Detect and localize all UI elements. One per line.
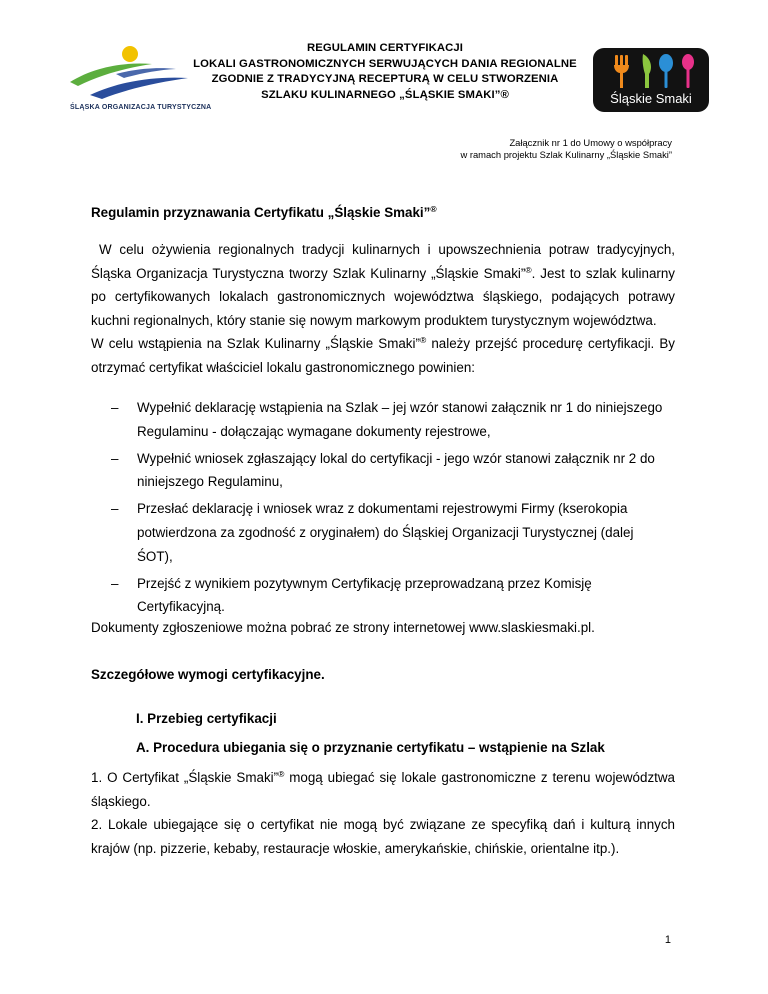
slaskie-smaki-brand-text: Śląskie Smaki — [610, 91, 692, 106]
registered-mark: ® — [525, 264, 532, 275]
knife-icon — [643, 54, 651, 88]
sot-logo-text: ŚLĄSKA ORGANIZACJA TURYSTYCZNA — [70, 104, 212, 111]
point-1 — [91, 766, 675, 813]
intro-p1-text-a: W celu ożywienia regionalnych tradycji kulinarnych i upowszechnienia potraw tradycyjnych, Śląska Organizacja Turystyczna tworzy Szlak Kulinarny „Śląskie Smaki” — [91, 242, 675, 281]
certification-steps-list — [91, 396, 671, 622]
downloads-note: Dokumenty zgłoszeniowe można pobrać ze strony internetowej www.slaskiesmaki.pl. — [91, 620, 595, 635]
subsection-heading: A. Procedura ubiegania się o przyznanie certyfikatu – wstąpienie na Szlak — [136, 740, 605, 755]
slaska-organizacja-turystyczna-logo — [56, 40, 212, 120]
intro-paragraph-1 — [91, 238, 675, 332]
dash-bullet: – — [111, 450, 119, 466]
dash-bullet: – — [111, 501, 119, 517]
step-text: Wypełnić wniosek zgłaszający lokal do certyfikacji - jego wzór stanowi załącznik nr 2 do niniejszego Regulaminu, — [137, 450, 655, 490]
intro-p1-text-b: . Jest to szlak kulinarny po certyfikowanych lokalach gastronomicznych województwa śląskiego, podających potrawy kuchni regionalnych, który stanie się nowym markowym produktem turystycznym województwa. — [91, 265, 675, 328]
spoon-icon — [659, 54, 673, 88]
header-title-line: SZLAKU KULINARNEGO „ŚLĄSKIE SMAKI”® — [261, 88, 509, 101]
registered-mark: ® — [419, 335, 427, 346]
attachment-note — [460, 137, 672, 161]
list-item — [91, 497, 671, 568]
section-heading: I. Przebieg certyfikacji — [136, 711, 277, 726]
intro-section — [91, 238, 675, 380]
intro-paragraph-2 — [91, 332, 675, 379]
point-2: 2. Lokale ubiegające się o certyfikat nie mogą być związane ze specyfiką dań i kulturą innych krajów (np. pizzerie, kebaby, restauracje włoskie, amerykańskie, chińskie, orientalne itp.). — [91, 817, 675, 856]
ladle-icon — [682, 54, 694, 88]
registered-mark: ® — [430, 204, 437, 214]
attachment-line: Załącznik nr 1 do Umowy o współpracy — [509, 137, 672, 148]
dash-bullet: – — [111, 400, 119, 415]
intro-p2-text-a: W celu wstąpienia na Szlak Kulinarny „Śląskie Smaki” — [91, 336, 420, 352]
requirements-heading: Szczegółowe wymogi certyfikacyjne. — [91, 667, 325, 682]
list-item — [91, 572, 671, 619]
blue-stripe-icon — [116, 68, 176, 78]
dash-bullet: – — [111, 575, 119, 591]
header-title-line: ZGODNIE Z TRADYCYJNĄ RECEPTURĄ W CELU STWORZENIA — [211, 73, 559, 85]
blue-wave-icon — [90, 78, 188, 99]
cutlery-graphic — [593, 48, 709, 92]
sot-logo-graphic — [56, 40, 204, 104]
document-header-title — [185, 41, 585, 103]
header-title-line: REGULAMIN CERTYFIKACJI — [307, 42, 463, 54]
list-item — [91, 447, 671, 494]
step-text: Wypełnić deklarację wstąpienia na Szlak – jej wzór stanowi załącznik nr 1 do niniejszego Regulaminu - dołączając wymagane dokumenty rejestrowe, — [137, 400, 663, 439]
point-1-text-a: 1. O Certyfikat „Śląskie Smaki” — [91, 770, 279, 785]
header-title-line: LOKALI GASTRONOMICZNYCH SERWUJĄCYCH DANIA REGIONALNE — [193, 57, 577, 70]
point-1-text-b: mogą ubiegać się lokale gastronomiczne z terenu województwa śląskiego. — [91, 770, 675, 809]
numbered-points — [91, 766, 675, 860]
step-text: Przejść z wynikiem pozytywnym Certyfikację przeprowadzaną przez Komisję Certyfikacyjną. — [137, 575, 592, 615]
attachment-line: w ramach projektu Szlak Kulinarny „Śląskie Smaki” — [460, 149, 672, 160]
list-item — [91, 396, 671, 443]
sun-icon — [122, 46, 138, 62]
regulation-title-text: Regulamin przyznawania Certyfikatu „Śląskie Smaki” — [91, 205, 431, 220]
slaskie-smaki-logo — [593, 48, 709, 112]
registered-mark: ® — [278, 769, 285, 779]
page-number: 1 — [664, 934, 671, 946]
intro-p2-text-b: należy przejść procedurę certyfikacji. By otrzymać certyfikat właściciel lokalu gastronomicznego powinien: — [91, 336, 675, 375]
step-text: Przesłać deklarację i wniosek wraz z dokumentami rejestrowymi Firmy (kserokopia potwierdzona za zgodność z oryginałem) do Śląskiej Organizacji Turystycznej (dalej ŚOT), — [137, 501, 634, 564]
regulation-title — [91, 205, 437, 220]
fork-icon — [614, 55, 629, 88]
